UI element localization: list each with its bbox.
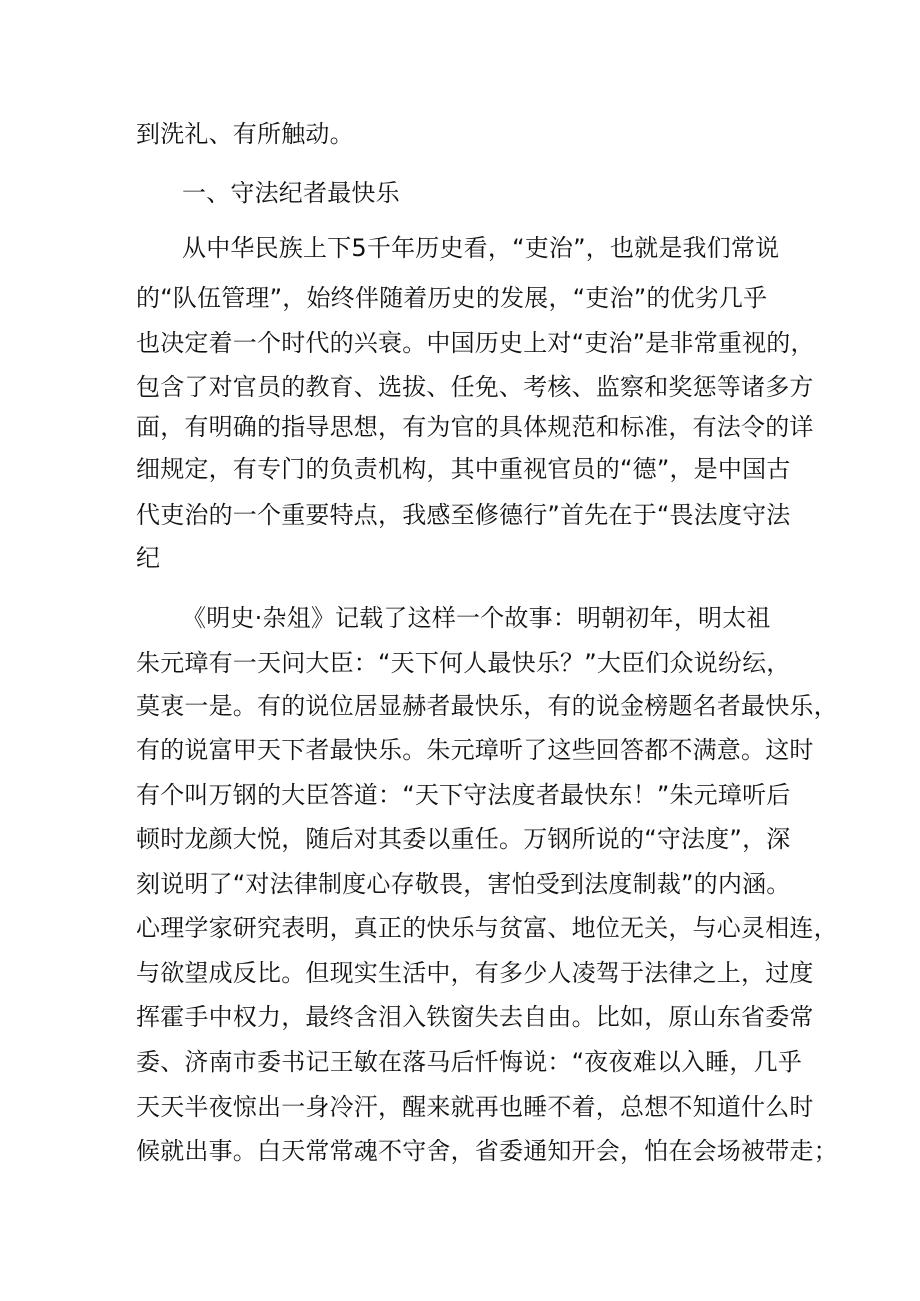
text-line-20: 挥霍手中权力，最终含泪入铁窗失去自由。比如，原山东省委常 xyxy=(136,1003,814,1031)
text-line-14: 有的说富甲天下者最快乐。朱元璋听了这些回答都不满意。这时 xyxy=(136,736,814,764)
text-line-21: 委、济南市委书记王敏在落马后忏悔说：“夜夜难以入睡，几乎 xyxy=(136,1048,803,1076)
text-line-22: 天天半夜惊出一身冷汗，醒来就再也睡不着，总想不知道什么时 xyxy=(136,1093,814,1121)
text-line-7: 面，有明确的指导思想，有为官的具体规范和标准，有法令的详 xyxy=(136,413,814,441)
section-heading: 一、守法纪者最快乐 xyxy=(182,179,400,207)
text-line-9: 代吏治的一个重要特点，我感至修德行”首先在于“畏法度守法 xyxy=(136,501,791,529)
text-line-3: 从中华民族上下5千年历史看，“吏治”，也就是我们常说 xyxy=(182,234,780,262)
text-line-15: 有个叫万钢的大臣答道：“天下守法度者最快东！”朱元璋听后 xyxy=(136,781,791,809)
text-line-17: 刻说明了“对法律制度心存敬畏，害怕受到法度制裁”的内涵。 xyxy=(136,870,791,898)
text-line-12: 朱元璋有一天问大臣：“天下何人最快乐？”大臣们众说纷纭， xyxy=(136,649,791,677)
text-line-6: 包含了对官员的教育、选拔、任免、考核、监察和奖惩等诸多方 xyxy=(136,373,814,401)
text-line-18: 心理学家研究表明，真正的快乐与贫富、地位无关，与心灵相连， xyxy=(136,914,838,942)
text-line-5: 也决定着一个时代的兴衰。中国历史上对“吏治”是非常重视的， xyxy=(136,329,815,357)
text-line-13: 莫衷一是。有的说位居显赫者最快乐，有的说金榜题名者最快乐， xyxy=(136,692,838,720)
text-line-11: 《明史·杂俎》记载了这样一个故事：明朝初年，明太祖 xyxy=(182,604,771,632)
text-line-16: 顿时龙颜大悦，随后对其委以重任。万钢所说的“守法度”，深 xyxy=(136,825,791,853)
text-line-1: 到洗礼、有所触动。 xyxy=(136,120,354,148)
text-line-23: 候就出事。白天常常魂不守舍，省委通知开会，怕在会场被带走； xyxy=(136,1137,838,1165)
text-line-10: 纪 xyxy=(136,544,161,572)
text-line-4: 的“队伍管理”，始终伴随着历史的发展，“吏治”的优劣几乎 xyxy=(136,284,768,312)
text-line-8: 细规定，有专门的负责机构，其中重视官员的“德”，是中国古 xyxy=(136,455,791,483)
text-line-19: 与欲望成反比。但现实生活中，有多少人凌驾于法律之上，过度 xyxy=(136,959,814,987)
